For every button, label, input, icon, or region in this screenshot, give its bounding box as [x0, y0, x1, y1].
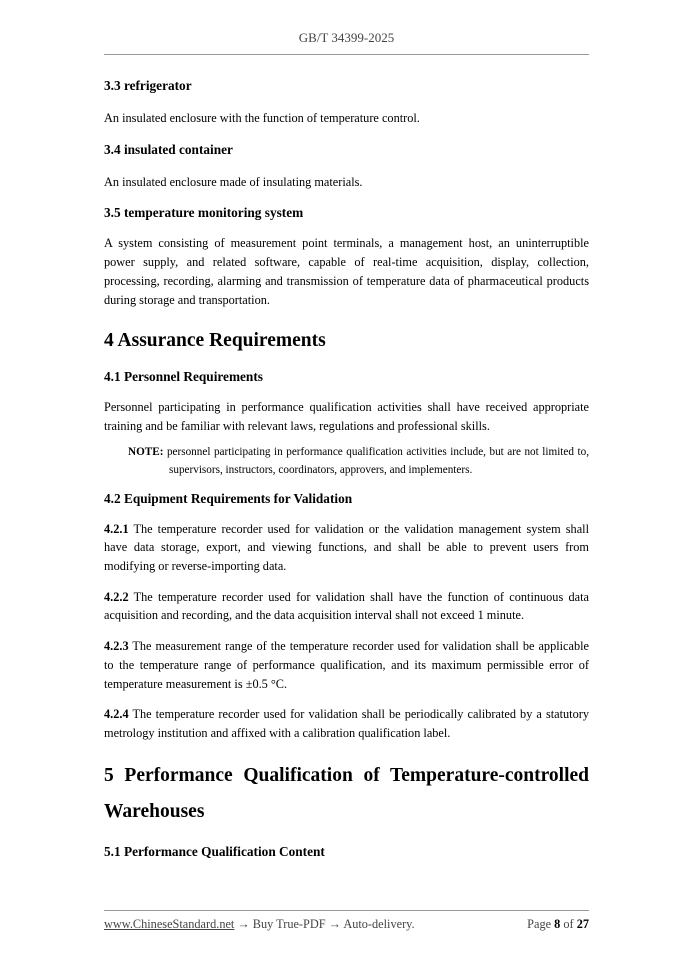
paragraph-4-2-3 [104, 637, 589, 693]
clause-number: 4.2.4 [104, 707, 129, 722]
note-4-1 [128, 443, 589, 480]
heading-4-1: 4.1 Personnel Requirements [104, 369, 263, 385]
page-number: 8 [554, 917, 561, 931]
paragraph-4-2-2 [104, 588, 589, 625]
note-text: personnel participating in performance qualification activities include, but are not limited to, supervisors, instructors, coordinators, approvers, and implementers. [163, 445, 589, 477]
paragraph-3-5: A system consisting of measurement point terminals, a management host, an uninterruptible power supply, and related software, capable of real-time acquisition, display, collection, processing, recording, alarming and transmission of temperature data of pharmaceutical products during storage and transportation. [104, 236, 589, 307]
standard-code: GB/T 34399-2025 [298, 30, 395, 45]
clause-number: 4.2.1 [104, 521, 129, 536]
heading-3-4: 3.4 insulated container [104, 141, 233, 157]
page-indicator [527, 917, 589, 932]
paragraph-3-4: An insulated enclosure made of insulating materials. [104, 174, 363, 189]
clause-text: The temperature recorder used for validation or the validation management system shall have data storage, export, and viewing functions, and shall be able to prevent users from modifying or reverse-importing data. [104, 521, 589, 574]
footer-left [104, 917, 415, 932]
heading-3-3: 3.3 refrigerator [104, 78, 192, 93]
paragraph-4-1: Personnel participating in performance qualification activities shall have received appropriate training and be familiar with relevant laws, regulations and professional skills. [104, 400, 589, 433]
clause-text: The measurement range of the temperature recorder used for validation shall be applicable to the temperature range of performance qualification, and its maximum permissible error of temperature measurement is ±0.5 °C. [104, 639, 589, 691]
clause-number: 4.2.3 [104, 639, 129, 654]
paragraph-3-3: An insulated enclosure with the function of temperature control. [104, 111, 420, 125]
heading-5-line-1: 5 Performance Qualification of Temperature-controlled [104, 764, 589, 786]
heading-5-line-2: Warehouses [104, 800, 205, 822]
footer-divider [104, 910, 589, 911]
paragraph-4-2-4 [104, 705, 589, 742]
promo-text: → Buy True-PDF → Auto-delivery. [234, 917, 415, 931]
clause-number: 4.2.2 [104, 589, 129, 604]
site-link[interactable]: www.ChineseStandard.net [104, 917, 235, 931]
heading-4: 4 Assurance Requirements [104, 330, 326, 352]
page-label: Page [527, 917, 552, 931]
header-divider [104, 54, 589, 55]
clause-text: The temperature recorder used for validation shall have the function of continuous data acquisition and recording, and the data acquisition interval shall not exceed 1 minute. [104, 589, 589, 623]
page-footer [104, 917, 589, 932]
paragraph-4-2-1 [104, 520, 589, 576]
heading-3-5: 3.5 temperature monitoring system [104, 205, 304, 221]
heading-5-1: 5.1 Performance Qualification Content [104, 843, 325, 859]
page-header [104, 30, 589, 46]
heading-4-2: 4.2 Equipment Requirements for Validation [104, 490, 353, 506]
note-label: NOTE: [128, 445, 164, 458]
page-total: 27 [576, 917, 589, 931]
of-label: of [563, 917, 574, 931]
clause-text: The temperature recorder used for validation shall be periodically calibrated by a statutory metrology institution and affixed with a calibration qualification label. [104, 707, 589, 740]
document-body [104, 77, 589, 861]
